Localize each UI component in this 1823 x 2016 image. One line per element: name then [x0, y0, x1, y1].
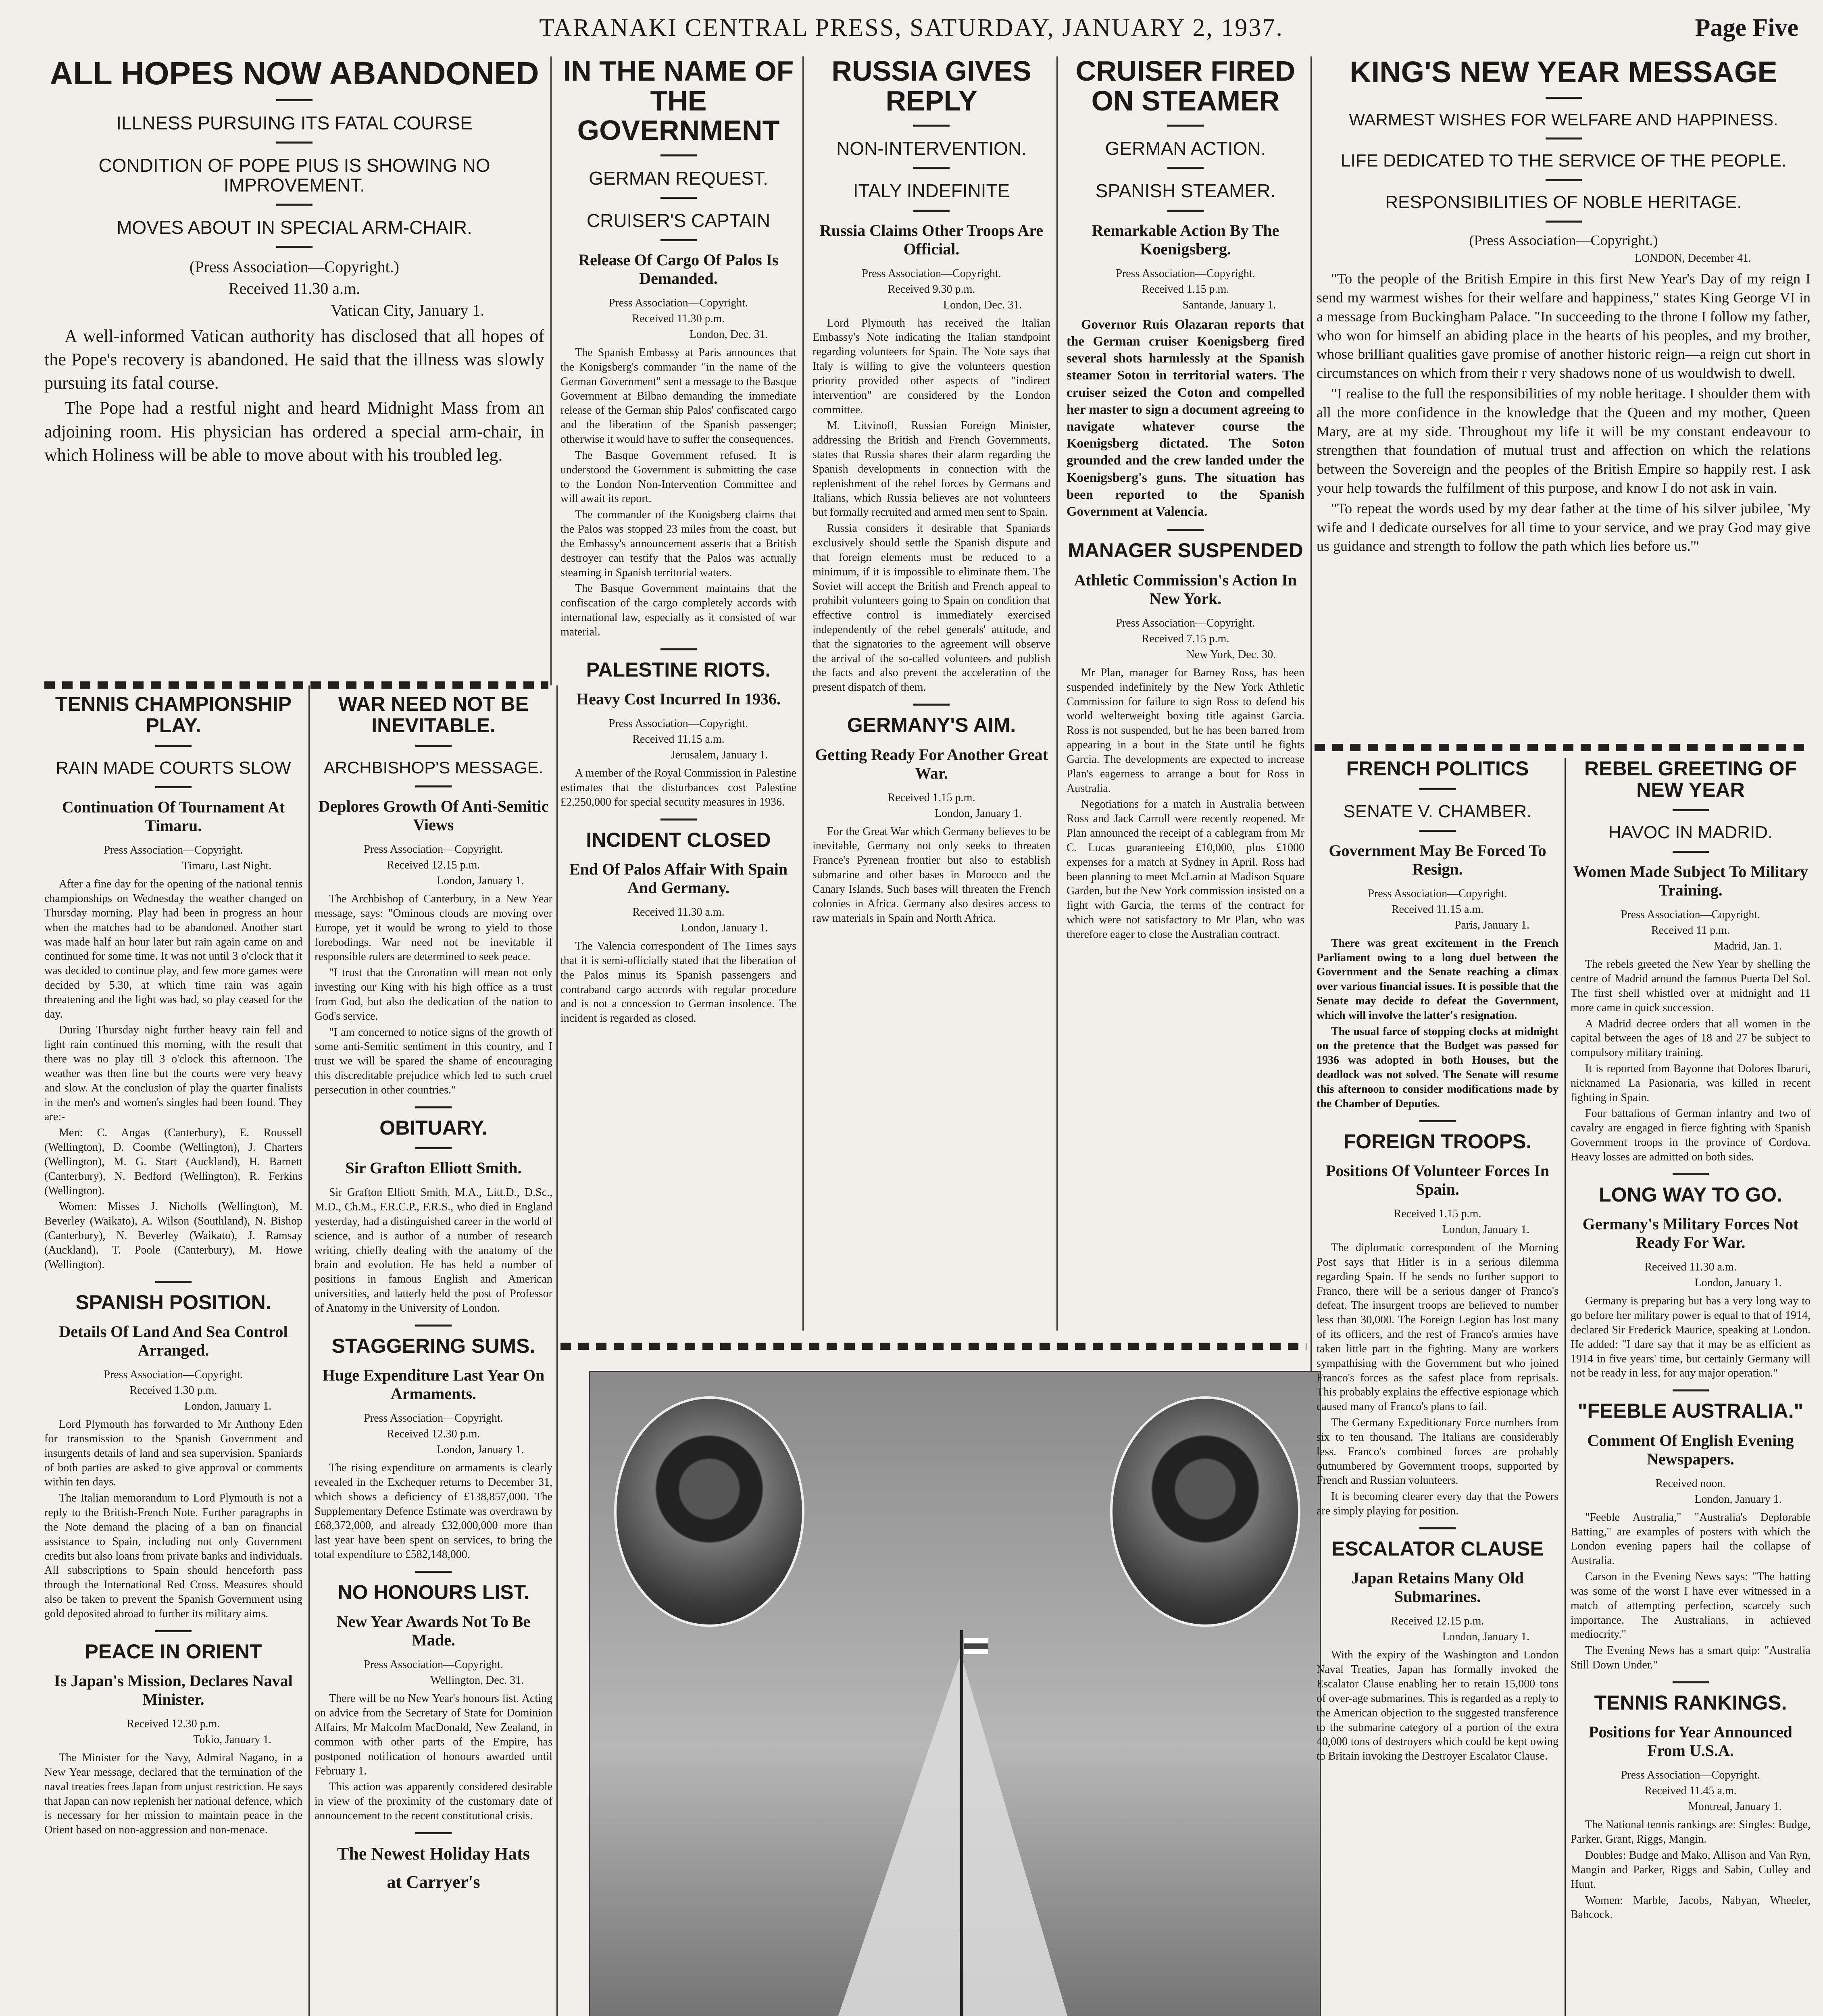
divider: [276, 99, 313, 101]
received-line: Received 12.30 p.m.: [127, 1718, 220, 1731]
paragraph: The diplomatic correspondent of the Morning Post says that Hitler is in a serious dilemma regarding Spain. If he sends no further support to Franco, there will be a serious danger of Franco's defeat. The insurgent troops are believed to number less than 30,000. The Foreign Legion has lost many of its officers, and the rest of Franco's armies have taken little part in the fighting. Many are workers sympathising with the Government but who joined Franco's forces as the safest place from reprisals. This probably explains the effective espionage which caused many of Franco's plans to fail.: [1317, 1241, 1558, 1413]
divider: [1167, 529, 1204, 531]
paragraph: There was great excitement in the French Parliament owing to a long duel between the Government and the Senate reaching a climax over various financial issues. It is possible that the Senate may decide to defeat the Government, which will involve the latter's resignation.: [1317, 937, 1558, 1022]
headline: TENNIS RANKINGS.: [1594, 1691, 1787, 1714]
deck: End Of Palos Affair With Spain And Germany.: [569, 860, 788, 897]
deck: Sir Grafton Elliott Smith.: [345, 1159, 522, 1177]
dateline: Madrid, Jan. 1.: [1713, 940, 1782, 953]
headline: TENNIS CHAMPIONSHIP PLAY.: [55, 694, 292, 737]
divider: [913, 704, 950, 706]
headline: FRENCH POLITICS: [1346, 758, 1529, 780]
dateline: Jerusalem, January 1.: [671, 749, 768, 762]
paragraph: Doubles: Budge and Mako, Allison and Van Ryn, Mangin and Parker, Riggs and Sabin, Culley and Hunt.: [1571, 1849, 1810, 1891]
deck: Is Japan's Mission, Declares Naval Minister.: [54, 1672, 293, 1709]
paragraph: Germany is preparing but has a very long way to go before her military power is equal to that of 1914, declared Sir Frederick Maurice, speaking at London. He added: "I dare say that it may be as efficient as 1914 in five years' time, but certainly Germany will not be ready in less, for any major operation.": [1571, 1295, 1810, 1380]
section-divider: [44, 681, 548, 689]
paragraph: "To repeat the words used by my dear father at the time of his silver jubilee, 'My wife and I dedicate ourselves for all time to your service, and we pray God may give us guidance and strength to follow the path which lies before us.'": [1317, 500, 1810, 554]
received-line: Received 7.15 p.m.: [1142, 632, 1229, 645]
subheadline: GERMAN ACTION.: [1105, 138, 1266, 159]
subheadline: WARMEST WISHES FOR WELFARE AND HAPPINESS.: [1349, 110, 1778, 129]
paragraph: It is reported from Bayonne that Dolores Ibaruri, nicknamed La Pasionaria, was killed in recent fighting in Spain.: [1571, 1062, 1810, 1104]
divider: [1673, 1681, 1709, 1683]
received-line: Received 12.30 p.m.: [387, 1428, 480, 1441]
divider: [415, 1106, 452, 1108]
paragraph: With the expiry of the Washington and London Naval Treaties, Japan has formally invoked the Escalator Clause enabling her to retain 15,000 tons of over-age submarines. This is regarded as a reply to the American objection to the suggested transference to the submarine category of a portion of the extra 40,000 tons of destroyers which could be kept owing to Britain invoking the Destroyer Escalator Clause.: [1317, 1649, 1558, 1763]
paragraph: Four battalions of German infantry and two of cavalry are engaged in fierce fighting with Spanish Government troops in the province of Cordova. Heavy losses are admitted on both sides.: [1571, 1107, 1810, 1163]
received-line: Received 11.15 a.m.: [632, 733, 725, 746]
divider: [155, 1281, 192, 1283]
credit-line: (Press Association—Copyright.): [1469, 232, 1658, 249]
deck: Japan Retains Many Old Submarines.: [1351, 1569, 1524, 1606]
divider: [1167, 210, 1204, 212]
dateline: Montreal, January 1.: [1688, 1800, 1782, 1813]
divider: [660, 239, 697, 241]
headline: FOREIGN TROOPS.: [1343, 1130, 1532, 1153]
yacht-sail: [808, 1654, 1094, 2016]
divider: [415, 1571, 452, 1573]
paragraph: Russia considers it desirable that Spaniards exclusively should settle the Spanish dispute and that foreign elements must be reduced to a minimum, if it is impossible to eliminate them. The Soviet will accept the British and French appeal to prohibit volunteers going to Spain on condition that effective control is immediately exercised independently of the rebel generals' attitude, and that the signatories to the agreement will observe the arrival of the so-called volunteers and publish the facts and also prevent the acceleration of the present dispatch of them.: [813, 522, 1050, 694]
received-line: Received 11.30 a.m.: [1644, 1261, 1737, 1274]
subheadline: HAVOC IN MADRID.: [1608, 823, 1773, 842]
received-line: Received 11.30 a.m.: [632, 906, 725, 919]
paragraph: Lord Plymouth has received the Italian Embassy's Note indicating the Italian standpoint regarding volunteers for Spain. The Note says that Italy is willing to give the volunteers question priority provided other aspects of "indirect intervention" are considered by the London committee.: [813, 317, 1050, 416]
credit-line: Press Association—Copyright.: [1116, 267, 1255, 280]
received-line: Received 1.30 p.m.: [129, 1384, 217, 1397]
deck: Release Of Cargo Of Palos Is Demanded.: [578, 251, 779, 288]
subheadline: CRUISER'S CAPTAIN: [586, 210, 771, 231]
deck: Positions for Year Announced From U.S.A.: [1589, 1723, 1792, 1760]
paragraph: The Basque Government refused. It is understood the Government is submitting the case to the London Non-Intervention Committee and will await its report.: [560, 449, 796, 505]
headline: OBITUARY.: [379, 1116, 488, 1139]
subheadline: RAIN MADE COURTS SLOW: [56, 758, 291, 778]
divider: [1546, 137, 1582, 140]
portrait-top-left: [614, 1396, 804, 1627]
paragraph: During Thursday night further heavy rain fell and light rain continued this morning, with the result that there was no play till 3 o'clock this afternoon. The weather was then fine but the courts were very heavy and slow. At the conclusion of play the quarter finalists in the men's and women's singles had been found. They are:-: [44, 1024, 302, 1123]
column-archbishop: [315, 694, 552, 2016]
divider: [1546, 179, 1582, 181]
headline: MANAGER SUSPENDED: [1068, 539, 1303, 562]
credit-line: Press Association—Copyright.: [1116, 616, 1255, 629]
article-pope: [44, 56, 544, 677]
paragraph: Carson in the Evening News says: "The batting was some of the worst I have ever witnessed in a match of attempting perfection, scarcely such importance. The Australians, in achieved mediocrity.": [1571, 1570, 1810, 1641]
column-rebel: [1571, 758, 1810, 2016]
divider: [276, 142, 313, 144]
divider: [1419, 1120, 1456, 1122]
credit-line: Press Association—Copyright.: [1368, 887, 1507, 900]
divider: [276, 246, 313, 248]
divider: [1419, 788, 1456, 790]
paragraph: The Basque Government maintains that the confiscation of the cargo completely accords with international law, especially as it consisted of war material.: [560, 582, 796, 638]
headline: KING'S NEW YEAR MESSAGE: [1350, 56, 1777, 89]
portrait-top-right: [1110, 1396, 1300, 1627]
headline: RUSSIA GIVES REPLY: [831, 56, 1031, 117]
dateline: London, Dec. 31.: [689, 328, 768, 341]
dateline: London, January 1.: [935, 807, 1022, 820]
paragraph: "To the people of the British Empire in this first New Year's Day of my reign I send my warmest wishes for their welfare and happiness," states King George VI in a message from Buckingham Palace. "In succeeding to the throne I follow my father, who won for himself an abiding place in the hearts of his peoples, and my brother, whose brilliant qualities gave promise of another historic reign—a reign cut short in circumstances on which from their r very shadows none of us wouldwish to dwell.: [1317, 271, 1810, 381]
deck: Government May Be Forced To Resign.: [1329, 841, 1546, 878]
divider: [660, 818, 697, 821]
paragraph: The National tennis rankings are: Singles: Budge, Parker, Grant, Riggs, Mangin.: [1571, 1818, 1810, 1846]
credit-line: Press Association—Copyright.: [104, 844, 243, 857]
deck: Comment Of English Evening Newspapers.: [1587, 1431, 1794, 1468]
article-german-request: [560, 56, 796, 1335]
credit-line: (Press Association—Copyright.): [190, 258, 399, 276]
credit-line: Press Association—Copyright.: [1621, 1769, 1760, 1782]
subheadline: SPANISH STEAMER.: [1095, 180, 1276, 202]
paragraph: A well-informed Vatican authority has disclosed that all hopes of the Pope's recovery is abandoned. He said that the illness was slowly pursuing its fatal course.: [44, 326, 544, 393]
headline: CRUISER FIRED ON STEAMER: [1075, 56, 1296, 117]
received-line: Received 9.30 p.m.: [888, 283, 975, 296]
divider: [660, 154, 697, 156]
paragraph: Negotiations for a match in Australia between Ross and Jack Carroll were recently reopened. Mr Plan announced the receipt of a cablegram from Mr C. Lucas guaranteeing £10,000, plus £1000 expenses for a match at Sydney in April. Ross had been planning to meet McLarnin at Madison Square Garden, but the New York commission insisted on a fight with Garcia, the terms of the contract for which were not satisfactory to Mr Plan, who was therefore eager to close the Australian contract.: [1067, 798, 1304, 941]
column-rule: [550, 56, 552, 685]
yacht-mast: [960, 1630, 963, 2016]
masthead: [24, 12, 1798, 56]
paragraph: The Archbishop of Canterbury, in a New Year message, says: "Ominous clouds are moving over Europe, yet it would be wrong to yield to those forebodings. War need not be inevitable if responsible rulers are determined to seek peace.: [315, 893, 552, 963]
credit-line: Press Association—Copyright.: [862, 267, 1001, 280]
deck: Details Of Land And Sea Control Arranged.: [59, 1322, 288, 1360]
dateline: LONDON, December 41.: [1634, 252, 1751, 265]
received-line: Received 1.15 p.m.: [888, 791, 975, 804]
deck: Continuation Of Tournament At Timaru.: [62, 798, 285, 835]
dateline: London, January 1.: [1694, 1277, 1782, 1289]
divider: [415, 785, 452, 787]
divider: [1167, 167, 1204, 169]
dateline: London, January 1.: [437, 875, 524, 887]
divider: [660, 197, 697, 199]
subheadline: NON-INTERVENTION.: [836, 138, 1027, 159]
article-russia-reply: [813, 56, 1050, 1335]
divider: [1673, 851, 1709, 853]
subheadline: ILLNESS PURSUING ITS FATAL COURSE: [116, 112, 473, 133]
paragraph: A Madrid decree orders that all women in the capital between the ages of 18 and 27 be subject to compulsory military training.: [1571, 1017, 1810, 1059]
headline: ESCALATOR CLAUSE: [1331, 1537, 1544, 1560]
advert-hats: The Newest Holiday Hats: [337, 1843, 530, 1864]
subheadline: RESPONSIBILITIES OF NOBLE HERITAGE.: [1385, 192, 1742, 212]
headline: PEACE IN ORIENT: [85, 1640, 262, 1663]
column-tennis: [44, 694, 302, 2016]
headline: LONG WAY TO GO.: [1599, 1183, 1782, 1206]
paragraph: The Minister for the Navy, Admiral Nagano, in a New Year message, declared that the termination of the naval treaties frees Japan from unjust restriction. He says that Japan can now replenish her national defence, which is necessary for her mission to maintain peace in the Orient based on non-aggression and non-menace.: [44, 1752, 302, 1837]
credit-line: Press Association—Copyright.: [364, 1412, 503, 1425]
column-rule: [1056, 56, 1058, 1331]
paragraph: "I realise to the full the responsibilities of my noble heritage. I shoulder them with all the more confidence in the knowledge that the Queen and my mother, Queen Mary, are at my side. Throughout my life it will be my constant endeavour to strengthen that foundation of mutual trust and affection on which the relations between the Sovereign and the peoples of the British Empire so happily rest. I ask your help towards the fulfilment of this purpose, and know I do not ask in vain.: [1317, 385, 1810, 496]
divider: [913, 167, 950, 169]
divider: [415, 1832, 452, 1834]
paragraph: There will be no New Year's honours list. Acting on advice from the Secretary of State for Dominion Affairs, Mr Malcolm MacDonald, New Zealand, in common with other parts of the Empire, has postponed notification of honours awarded until February 1.: [315, 1692, 552, 1777]
paragraph: "Feeble Australia," "Australia's Deplorable Batting," are examples of posters with which the London evening papers hail the collapse of Australia.: [1571, 1511, 1810, 1567]
deck: New Year Awards Not To Be Made.: [336, 1612, 531, 1649]
masthead-title: TARANAKI CENTRAL PRESS, SATURDAY, JANUARY 2, 1937.: [539, 14, 1283, 42]
paragraph: Mr Plan, manager for Barney Ross, has been suspended indefinitely by the New York Athletic Commission for failure to sign Ross to defend his world welterweight boxing title against Garcia. Ross is not suspended, but he has been barred from appearing in a bout in the State until he fights Garcia. The developments are expected to increase Plan's eagerness to arrange a bout for Ross in Australia.: [1067, 666, 1304, 795]
headline: ALL HOPES NOW ABANDONED: [50, 56, 539, 91]
divider: [1419, 830, 1456, 832]
paragraph: Women: Marble, Jacobs, Nabyan, Wheeler, Babcock.: [1571, 1894, 1810, 1921]
subheadline: SENATE V. CHAMBER.: [1343, 801, 1532, 821]
subheadline: ITALY INDEFINITE: [853, 180, 1010, 202]
deck: Huge Expenditure Last Year On Armaments.: [322, 1366, 545, 1403]
column-rule: [308, 685, 310, 2016]
divider: [1673, 1173, 1709, 1175]
flag-icon: [964, 1638, 988, 1654]
credit-line: Press Association—Copyright.: [608, 297, 748, 310]
paragraph: M. Litvinoff, Russian Foreign Minister, addressing the British and French Governments, states that Russia shares their alarm regarding the Spanish developments in connection with the replenishment of the rebel forces by Germans and Italians, which Russia believes are not volunteers but formally recruited and armed men sent to Spain.: [813, 419, 1050, 519]
received-line: Received 11.15 a.m.: [1391, 903, 1484, 916]
dateline: London, January 1.: [184, 1400, 272, 1413]
paragraph: After a fine day for the opening of the national tennis championships on Wednesday the weather changed on Thursday morning. Play had been in progress an hour when the matches had to be abandoned. Another start was made half an hour later but rain again came on and continued for some time. It was not until 3 o'clock that it was decided to continue play, and few more games were decided by 5.30, at which time rain was again threatening and the light was bad, so play ceased for the day.: [44, 878, 302, 1020]
paragraph: The commander of the Konigsberg claims that the Palos was stopped 23 miles from the coast, but the Embassy's announcement asserts that a British destroyer can testify that the Palos was actually steaming in Spanish territorial waters.: [560, 508, 796, 579]
credit-line: Press Association—Copyright.: [364, 1658, 503, 1671]
divider: [913, 210, 950, 212]
paragraph: Sir Grafton Elliott Smith, M.A., Litt.D., D.Sc., M.D., Ch.M., F.R.C.P., F.R.S., who died in England yesterday, had a distinguished career in the world of science, and is author of a number of research writing, chiefly dealing with the anatomy of the brain and evolution. He has held a number of positions in famous English and American universities, and latterly held the post of Professor of Anatomy in the University of London.: [315, 1186, 552, 1314]
dateline: London, January 1.: [1442, 1631, 1529, 1643]
dateline: Timaru, Last Night.: [182, 860, 272, 873]
divider: [1167, 125, 1204, 127]
divider: [415, 1147, 452, 1149]
credit-line: Press Association—Copyright.: [364, 843, 503, 856]
subheadline: LIFE DEDICATED TO THE SERVICE OF THE PEOPLE.: [1340, 150, 1787, 171]
paragraph: Lord Plymouth has forwarded to Mr Anthony Eden for transmission to the Spanish Government and insurgents details of land and sea supervision. Spaniards of both parties are asked to give approval or comments within ten days.: [44, 1418, 302, 1489]
subheadline: CONDITION OF POPE PIUS IS SHOWING NO IMPROVEMENT.: [98, 155, 490, 196]
divider: [1546, 97, 1582, 99]
received-line: Received 12.15 p.m.: [1391, 1615, 1484, 1628]
divider: [155, 745, 192, 747]
divider: [276, 204, 313, 206]
paragraph: It is becoming clearer every day that the Powers are simply playing for position.: [1317, 1490, 1558, 1518]
article-king-message: [1317, 56, 1810, 742]
section-divider: [1315, 744, 1810, 751]
paragraph: The Spanish Embassy at Paris announces that the Konigsberg's commander "in the name of the German Government" sent a message to the Basque Government at Bilbao demanding the immediate release of the German ship Palos' confiscated cargo and the liberation of the Spanish passenger; otherwise it would have to suffer the consequences.: [560, 346, 796, 446]
yacht-photo: [589, 1371, 1321, 2016]
paragraph: "I trust that the Coronation will mean not only investing our King with his high office as a trust from God, but also the dedication of the nation to God's service.: [315, 966, 552, 1023]
paragraph: The rising expenditure on armaments is clearly revealed in the Exchequer returns to December 31, which shows a deficiency of £138,857,000. The Supplementary Defence Estimate was overdrawn by £68,372,000, and already £32,000,000 more than last year have been spent on services, to bring the total expenditure to £582,148,000.: [315, 1462, 552, 1561]
page-number: Page Five: [1695, 14, 1798, 42]
deck: Athletic Commission's Action In New York.: [1074, 571, 1297, 608]
paragraph: Governor Ruis Olazaran reports that the German cruiser Koenigsberg fired several shots harmlessly at the Spanish steamer Soton in territorial waters. The cruiser seized the Coton and compelled her master to sign a document agreeing to navigate whatever course the Koenigsberg dictated. The Soton grounded and the crew landed under the Koenigsberg's guns. The situation has been reported to the Spanish Government at Valencia.: [1067, 317, 1304, 519]
paragraph: The Pope had a restful night and heard Midnight Mass from an adjoining room. His physician has ordered a special arm-chair, in which Holiness will be able to move about with his troubled leg.: [44, 398, 544, 465]
column-french: [1317, 758, 1558, 2016]
headline: NO HONOURS LIST.: [338, 1581, 529, 1604]
headline: WAR NEED NOT BE INEVITABLE.: [338, 694, 529, 737]
article-cruiser-fired: [1067, 56, 1304, 1335]
paragraph: Women: Misses J. Nicholls (Wellington), M. Beverley (Waikato), A. Wilson (Southland), N. Bishop (Canterbury), N. Beverley (Waikato), J. Ramsay (Auckland), T. Poole (Canterbury), M. Howe (Wellington).: [44, 1200, 302, 1271]
dateline: London, Dec. 31.: [943, 298, 1022, 311]
divider: [155, 786, 192, 788]
section-divider: [560, 1343, 1306, 1350]
divider: [913, 125, 950, 127]
dateline: Tokio, January 1.: [193, 1733, 272, 1746]
deck: Deplores Growth Of Anti-Semitic Views: [318, 797, 549, 834]
deck: Germany's Military Forces Not Ready For War.: [1582, 1215, 1799, 1252]
deck: Women Made Subject To Military Training.: [1573, 862, 1808, 900]
received-line: Received noon.: [1655, 1477, 1726, 1490]
deck: Heavy Cost Incurred In 1936.: [576, 690, 781, 708]
paragraph: "I am concerned to notice signs of the growth of some anti-Semitic sentiment in this country, and I trust we will be spared the shame of encouraging this discreditable prejudice which led to such cruel persecution in other countries.": [315, 1026, 552, 1096]
received-line: Received 1.15 p.m.: [1142, 283, 1229, 296]
deck: Russia Claims Other Troops Are Official.: [819, 221, 1044, 258]
headline: PALESTINE RIOTS.: [586, 658, 771, 681]
paragraph: The usual farce of stopping clocks at midnight on the pretence that the Budget was passed for 1936 was adopted in both Houses, but the deadlock was not solved. The Senate will resume this afternoon to consider modifications made by the Chamber of Deputies.: [1317, 1025, 1558, 1110]
divider: [660, 648, 697, 650]
divider: [1673, 809, 1709, 811]
received-line: Received 11.45 a.m.: [1644, 1785, 1737, 1797]
subheadline: MOVES ABOUT IN SPECIAL ARM-CHAIR.: [117, 217, 472, 238]
paragraph: This action was apparently considered desirable in view of the proximity of the customary date of announcement to the recent constitutional crisis.: [315, 1781, 552, 1822]
paragraph: The Germany Expeditionary Force numbers from six to ten thousand. The Italians are considerably less. Franco's combined forces are probably outnumbered by Government troops, supported by French and Russian volunteers.: [1317, 1416, 1558, 1487]
dateline: Santande, January 1.: [1182, 298, 1276, 311]
received-line: Received 11.30 p.m.: [632, 312, 725, 325]
headline: GERMANY'S AIM.: [847, 714, 1016, 737]
deck: Remarkable Action By The Koenigsberg.: [1092, 221, 1279, 258]
received-line: Received 1.15 p.m.: [1394, 1208, 1481, 1220]
paragraph: The Valencia correspondent of The Times says that it is semi-officially stated that the liberation of the Palos minus its Spanish passengers and contraband cargo accords with regular procedure and is not a concession to German insolence. The incident is regarded as closed.: [560, 940, 796, 1025]
advert-hats-store: at Carryer's: [387, 1872, 480, 1892]
credit-line: Press Association—Copyright.: [104, 1368, 243, 1381]
credit-line: Press Association—Copyright.: [608, 717, 748, 730]
dateline: London, January 1.: [1694, 1493, 1782, 1506]
deck: Positions Of Volunteer Forces In Spain.: [1325, 1162, 1550, 1199]
dateline: London, January 1.: [681, 922, 768, 935]
dateline: London, January 1.: [437, 1443, 524, 1456]
headline: SPANISH POSITION.: [75, 1291, 271, 1314]
dateline: New York, Dec. 30.: [1186, 648, 1276, 661]
credit-line: Press Association—Copyright.: [1621, 908, 1760, 921]
paragraph: For the Great War which Germany believes to be inevitable, Germany not only seeks to threaten France's Pyrenean frontier but also to establish submarine and other bases in Morocco and the Canary Islands. Such bases will threaten the French colonies in Africa. Germany also desires access to raw materials in Spain and North Africa.: [813, 825, 1050, 925]
dateline: Vatican City, January 1.: [331, 301, 485, 320]
headline: INCIDENT CLOSED: [586, 828, 771, 851]
divider: [415, 745, 452, 747]
divider: [1419, 1527, 1456, 1529]
column-rule: [802, 56, 804, 1331]
divider: [1546, 221, 1582, 223]
headline: IN THE NAME OF THE GOVERNMENT: [563, 56, 794, 146]
dateline: Paris, January 1.: [1454, 918, 1529, 931]
subheadline: ARCHBISHOP'S MESSAGE.: [323, 758, 544, 777]
divider: [1673, 1389, 1709, 1391]
paragraph: The Italian memorandum to Lord Plymouth is not a reply to the British-French Note. Further paragraphs in the Note demand the placing of a ban on financial assistance to Spain, including not only Government credits but also loans from private banks and individuals. All subscriptions to Spain should henceforth pass through the International Red Cross. Measures should also be taken to prevent the Spanish Government using gold deposited abroad to further its military aims.: [44, 1492, 302, 1620]
deck: Getting Ready For Another Great War.: [815, 745, 1048, 782]
dateline: London, January 1.: [1442, 1223, 1529, 1236]
dateline: Wellington, Dec. 31.: [430, 1674, 524, 1687]
column-rule: [556, 685, 558, 2016]
received-line: Received 11 p.m.: [1651, 924, 1730, 937]
headline: "FEEBLE AUSTRALIA.": [1577, 1400, 1804, 1422]
headline: STAGGERING SUMS.: [331, 1334, 535, 1357]
divider: [155, 1630, 192, 1632]
subheadline: GERMAN REQUEST.: [589, 167, 768, 189]
received-line: Received 11.30 a.m.: [228, 279, 360, 298]
received-line: Received 12.15 p.m.: [387, 859, 480, 872]
paragraph: Men: C. Angas (Canterbury), E. Roussell (Wellington), D. Coombe (Wellington), J. Charters (Wellington), M. G. Start (Auckland), H. Barnett (Canterbury), N. Bedford (Wellington), R. Ferkins (Wellington).: [44, 1127, 302, 1197]
paragraph: The rebels greeted the New Year by shelling the centre of Madrid around the famous Puerta Del Sol. The first shell whistled over at midnight and 11 more came in quick succession.: [1571, 958, 1810, 1014]
column-rule: [1565, 758, 1566, 2016]
paragraph: The Evening News has a smart quip: "Australia Still Down Under.": [1571, 1644, 1810, 1672]
headline: REBEL GREETING OF NEW YEAR: [1584, 758, 1797, 801]
paragraph: A member of the Royal Commission in Palestine estimates that the disturbances cost Palestine £2,250,000 for special security measures in 1936.: [560, 767, 796, 808]
divider: [415, 1325, 452, 1327]
